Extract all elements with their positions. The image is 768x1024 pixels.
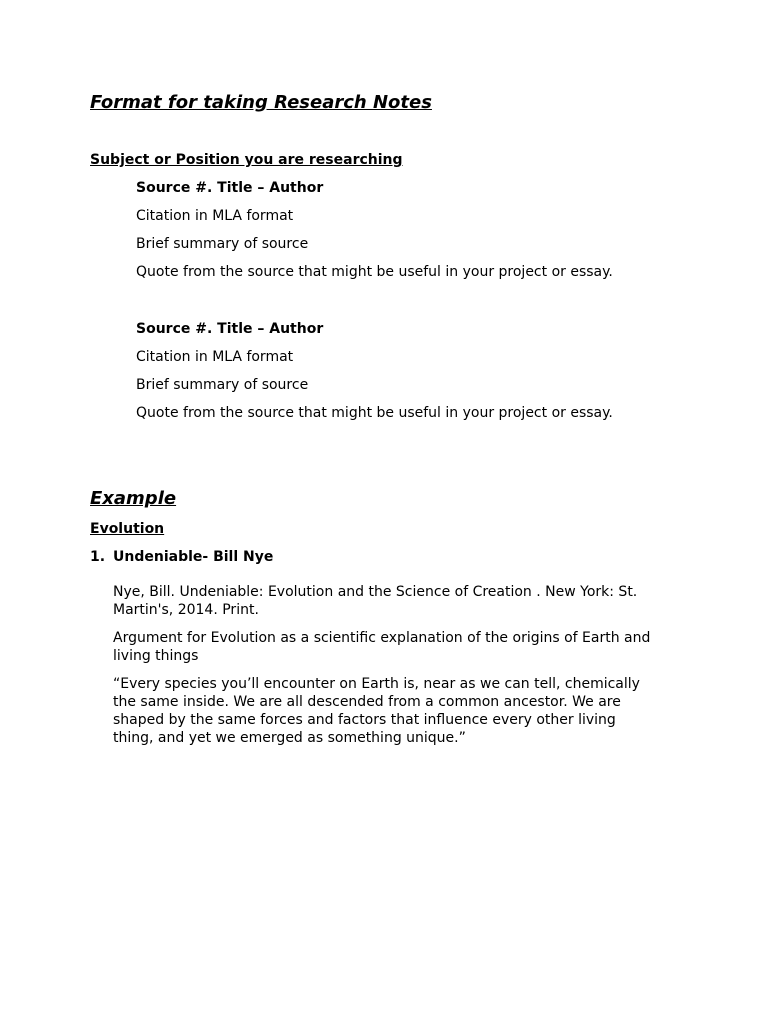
subject-heading: Subject or Position you are researching bbox=[90, 152, 403, 168]
example-item-number: 1. bbox=[90, 549, 106, 565]
example-summary: Argument for Evolution as a scientific explanation of the origins of Earth and living things bbox=[113, 630, 651, 664]
source-heading: Source #. Title – Author bbox=[136, 321, 324, 337]
example-source-title: Undeniable- Bill Nye bbox=[113, 549, 274, 565]
source-summary: Brief summary of source bbox=[136, 377, 309, 393]
example-heading: Example bbox=[90, 488, 177, 509]
source-quote: Quote from the source that might be useful in your project or essay. bbox=[136, 264, 613, 280]
source-summary: Brief summary of source bbox=[136, 236, 309, 252]
example-topic: Evolution bbox=[90, 521, 165, 537]
example-citation: Nye, Bill. Undeniable: Evolution and the Science of Creation . New York: St. Martin's, 2014. Print. bbox=[113, 584, 638, 618]
source-quote: Quote from the source that might be useful in your project or essay. bbox=[136, 405, 613, 421]
source-heading: Source #. Title – Author bbox=[136, 180, 324, 196]
example-quote: “Every species you’ll encounter on Earth is, near as we can tell, chemically the same inside. We are all descended from a common ancestor. We are shaped by the same forces and factors that influence every other living thing, and yet we emerged as something unique.” bbox=[113, 676, 640, 746]
source-citation: Citation in MLA format bbox=[136, 349, 294, 365]
source-citation: Citation in MLA format bbox=[136, 208, 294, 224]
document-title: Format for taking Research Notes bbox=[90, 92, 432, 113]
